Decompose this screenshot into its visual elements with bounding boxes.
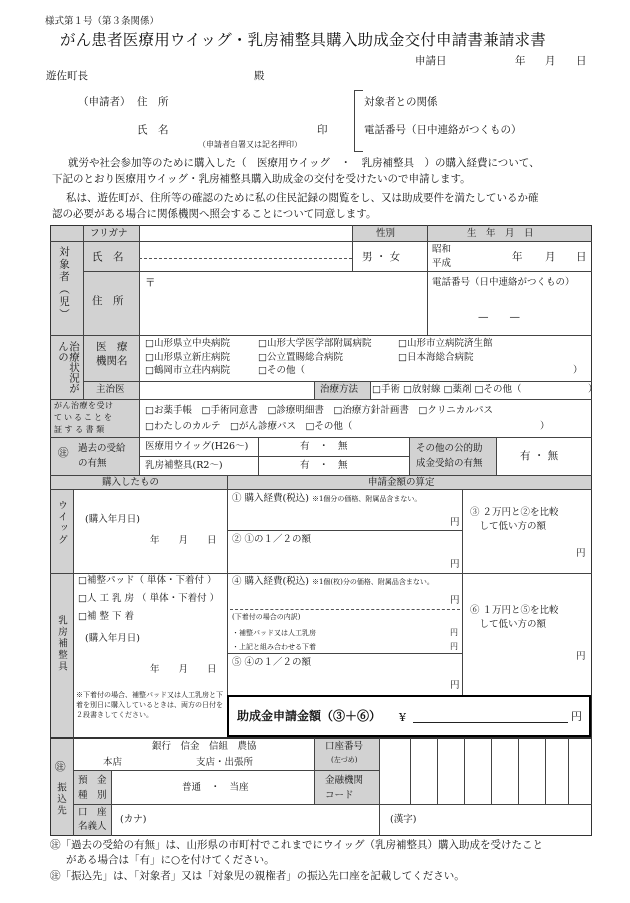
- wig-section-label: ウイッグ: [55, 500, 67, 546]
- method-label: 治療方法: [320, 384, 359, 395]
- treatment-section-label: 治療状況がんの: [57, 341, 81, 394]
- wig-purchase-date-label: (購入年月日): [85, 514, 140, 525]
- postal-mark: 〒: [145, 277, 156, 289]
- birth-year: 年: [512, 251, 523, 263]
- era-showa[interactable]: 昭和: [432, 244, 452, 255]
- form-title: がん患者医療用ウイッグ・乳房補整具購入助成金交付申請書兼請求書: [60, 31, 546, 49]
- yen-3: 円: [576, 548, 586, 559]
- breast-option[interactable]: □補整パッド（ 単体・下着付 ）: [78, 575, 217, 586]
- proof-close-paren: ）: [540, 421, 550, 432]
- hospital-option[interactable]: □山形県立新庄病院: [145, 352, 230, 363]
- applicant-phone-label: 電話番号（日中連絡がつくもの）: [364, 124, 522, 136]
- furigana-label: フリガナ: [90, 228, 128, 239]
- honorific: 殿: [254, 70, 265, 82]
- holder-kana-label: (カナ): [120, 814, 147, 825]
- gender-label: 性別: [376, 228, 396, 239]
- hospital-option-other[interactable]: □その他（: [258, 365, 305, 376]
- total-currency: ¥: [399, 711, 406, 724]
- past-note-mark: ㊟: [58, 447, 69, 459]
- date-year: 年: [515, 55, 526, 67]
- applicant-name-label: 氏 名: [137, 124, 169, 136]
- seal-mark: 印: [317, 124, 328, 136]
- yen-1: 円: [450, 517, 460, 528]
- form-number: 様式第１号（第３条関係）: [45, 16, 160, 27]
- calc-item-2: ② ①の１／２の額: [232, 534, 312, 545]
- breast-purchase-date-label: (購入年月日): [85, 633, 140, 644]
- other-aid-label: その他の公的助 成金受給の有無: [416, 443, 483, 469]
- doctor-label: 主治医: [96, 384, 125, 395]
- treatment-methods[interactable]: □手術 □放射線 □薬剤 □その他（ ）: [372, 384, 598, 395]
- bank-types[interactable]: 銀行 信金 信組 農協: [152, 741, 257, 752]
- yen-4: 円: [450, 595, 460, 606]
- calc-item-4: ④ 購入経費(税込) ※1個(枚)分の価格、附属品含まない。: [232, 576, 434, 587]
- relation-bracket: [354, 90, 363, 152]
- holder-kanji-label: (漢字): [390, 814, 417, 825]
- yen-6: 円: [576, 651, 586, 662]
- relation-label: 対象者との関係: [364, 96, 438, 108]
- account-number-sub: (左づめ): [331, 756, 358, 764]
- hospital-option[interactable]: □山形県立中央病院: [145, 338, 230, 349]
- subject-name-label: 氏 名: [92, 251, 124, 263]
- yen-4a: 円: [450, 628, 458, 637]
- applicant-label: （申請者）: [78, 96, 131, 108]
- statement-line-3: 私は、遊佐町が、住所等の確認のために私の住民記録の閲覧をし、又は助成要件を満たしているか確: [66, 192, 539, 204]
- branch-sub[interactable]: 支店・出張所: [196, 757, 254, 768]
- calc-item-6: ⑥ １万円と⑤を比較 して低い方の額: [470, 605, 559, 630]
- date-label: 申請日: [415, 55, 447, 67]
- hospital-option[interactable]: □日本海総合病院: [398, 352, 474, 363]
- signature-note: （申請者自署又は記名押印）: [198, 140, 302, 149]
- proof-options-row-2[interactable]: □わたしのカルテ □がん診療パス □その他（: [145, 421, 353, 432]
- calc-item-4-breakdown-title: (下着付の場合の内訳): [232, 613, 301, 621]
- subject-phone-dashes: — —: [478, 311, 520, 323]
- past-wig-label: 医療用ウイッグ(H26～): [145, 441, 249, 452]
- birth-day: 日: [576, 251, 587, 263]
- calc-item-1: ① 購入経費(税込) ※1個分の価格、附属品含まない。: [232, 493, 422, 504]
- hospital-close-paren: ）: [573, 365, 583, 376]
- note-1b: がある場合は「有」に○を付けてください。: [66, 854, 275, 866]
- subject-section-label: 対象者（児）: [58, 246, 71, 321]
- gender-options[interactable]: 男 ・ 女: [362, 251, 401, 263]
- hospital-option[interactable]: □山形市立病院済生館: [398, 338, 493, 349]
- past-wig-yes-no[interactable]: 有 ・ 無: [300, 441, 348, 452]
- statement-line-2: 下記のとおり医療用ウイッグ・乳房補整具購入助成金の交付を受けたいので申請します。: [52, 173, 471, 185]
- calc-item-4-breakdown: ・補整パッド又は人工乳房: [232, 629, 316, 637]
- total-label: 助成金申請金額（③＋⑥）: [237, 709, 382, 723]
- era-heisei[interactable]: 平成: [432, 258, 452, 269]
- deposit-type-options[interactable]: 普通 ・ 当座: [182, 782, 249, 793]
- hospital-option[interactable]: □山形大学医学部附属病院: [258, 338, 372, 349]
- bank-section-label: 振込先: [54, 782, 66, 817]
- calc-item-5: ⑤ ④の１／２の額: [232, 657, 312, 668]
- wig-purchase-date[interactable]: 年 月 日: [150, 535, 217, 546]
- note-2: ㊟「振込先」は、「対象者」又は「対象児の親権者」の振込先口座を記載してください。: [50, 870, 465, 882]
- note-1a: ㊟「過去の受給の有無」は、山形県の市町村でこれまでにウイッグ（乳房補整具）購入助成を受けたこと: [50, 839, 543, 851]
- total-amount-box: [227, 695, 591, 737]
- subject-address-label: 住 所: [92, 295, 124, 307]
- breast-purchase-date[interactable]: 年 月 日: [150, 664, 217, 675]
- breast-footnote: ※下着付の場合、補整パッド又は人工乳房と下着を別日に購入しているときは、両方の日付を２段書きしてください。: [76, 691, 223, 719]
- calc-item-4-breakdown: ・上記と組み合わせる下着: [232, 643, 316, 651]
- bank-note-mark: ㊟: [55, 761, 66, 773]
- account-holder-label: 口 座 名義人: [78, 807, 107, 832]
- other-aid-yes-no[interactable]: 有 ・ 無: [520, 450, 559, 462]
- proof-label-line: ていることを: [54, 413, 114, 422]
- account-number-label: 口座番号: [325, 741, 364, 752]
- total-amount-line[interactable]: [413, 722, 568, 723]
- applicant-address-label: 住 所: [137, 96, 169, 108]
- yen-4b: 円: [450, 642, 458, 651]
- statement-line-1: 就労や社会参加等のために購入した（ 医療用ウイッグ ・ 乳房補整具 ）の購入経費について、: [68, 157, 540, 169]
- yen-2: 円: [450, 559, 460, 570]
- date-day: 日: [576, 55, 587, 67]
- breast-section-label: 乳房補整具: [55, 615, 67, 673]
- deposit-type-label: 預 金 種 別: [78, 775, 107, 801]
- hospital-option[interactable]: □公立置賜総合病院: [258, 352, 343, 363]
- yen-5: 円: [450, 680, 460, 691]
- calc-header: 申請金額の算定: [368, 477, 435, 488]
- institution-label: 医 療 機関名: [96, 341, 128, 367]
- subject-phone-label: 電話番号（日中連絡がつくもの）: [432, 277, 575, 288]
- proof-options-row-1[interactable]: □お薬手帳 □手術同意書 □診療明細書 □治療方針計画書 □クリニカルパス: [145, 405, 494, 416]
- past-receipt-label: 過去の受給 の有無: [78, 443, 126, 469]
- birth-month: 月: [545, 251, 556, 263]
- institution-code-label: 金融機関 コード: [325, 775, 364, 801]
- purchased-item-header: 購入したもの: [102, 477, 160, 488]
- proof-label-line: がん治療を受け: [54, 401, 114, 410]
- calc-item-3: ③ ２万円と②を比較 して低い方の額: [470, 507, 559, 532]
- branch-main[interactable]: 本店: [103, 757, 123, 768]
- proof-label-line: 証 す る 書 類: [54, 425, 105, 434]
- breast-option[interactable]: □補 整 下 着: [78, 611, 135, 622]
- date-month: 月: [545, 55, 556, 67]
- past-breast-yes-no[interactable]: 有 ・ 無: [300, 460, 348, 471]
- addressee: 遊佐町長: [46, 70, 88, 82]
- statement-line-4: 認の必要がある場合に関係機関へ照会することについて同意します。: [52, 208, 377, 220]
- hospital-option[interactable]: □鶴岡市立荘内病院: [145, 365, 230, 376]
- birth-label: 生 年 月 日: [467, 228, 534, 239]
- total-yen: 円: [571, 710, 582, 723]
- past-breast-label: 乳房補整具(R2～): [145, 460, 223, 471]
- breast-option[interactable]: □人 工 乳 房 （ 単体・下着付 ）: [78, 593, 220, 604]
